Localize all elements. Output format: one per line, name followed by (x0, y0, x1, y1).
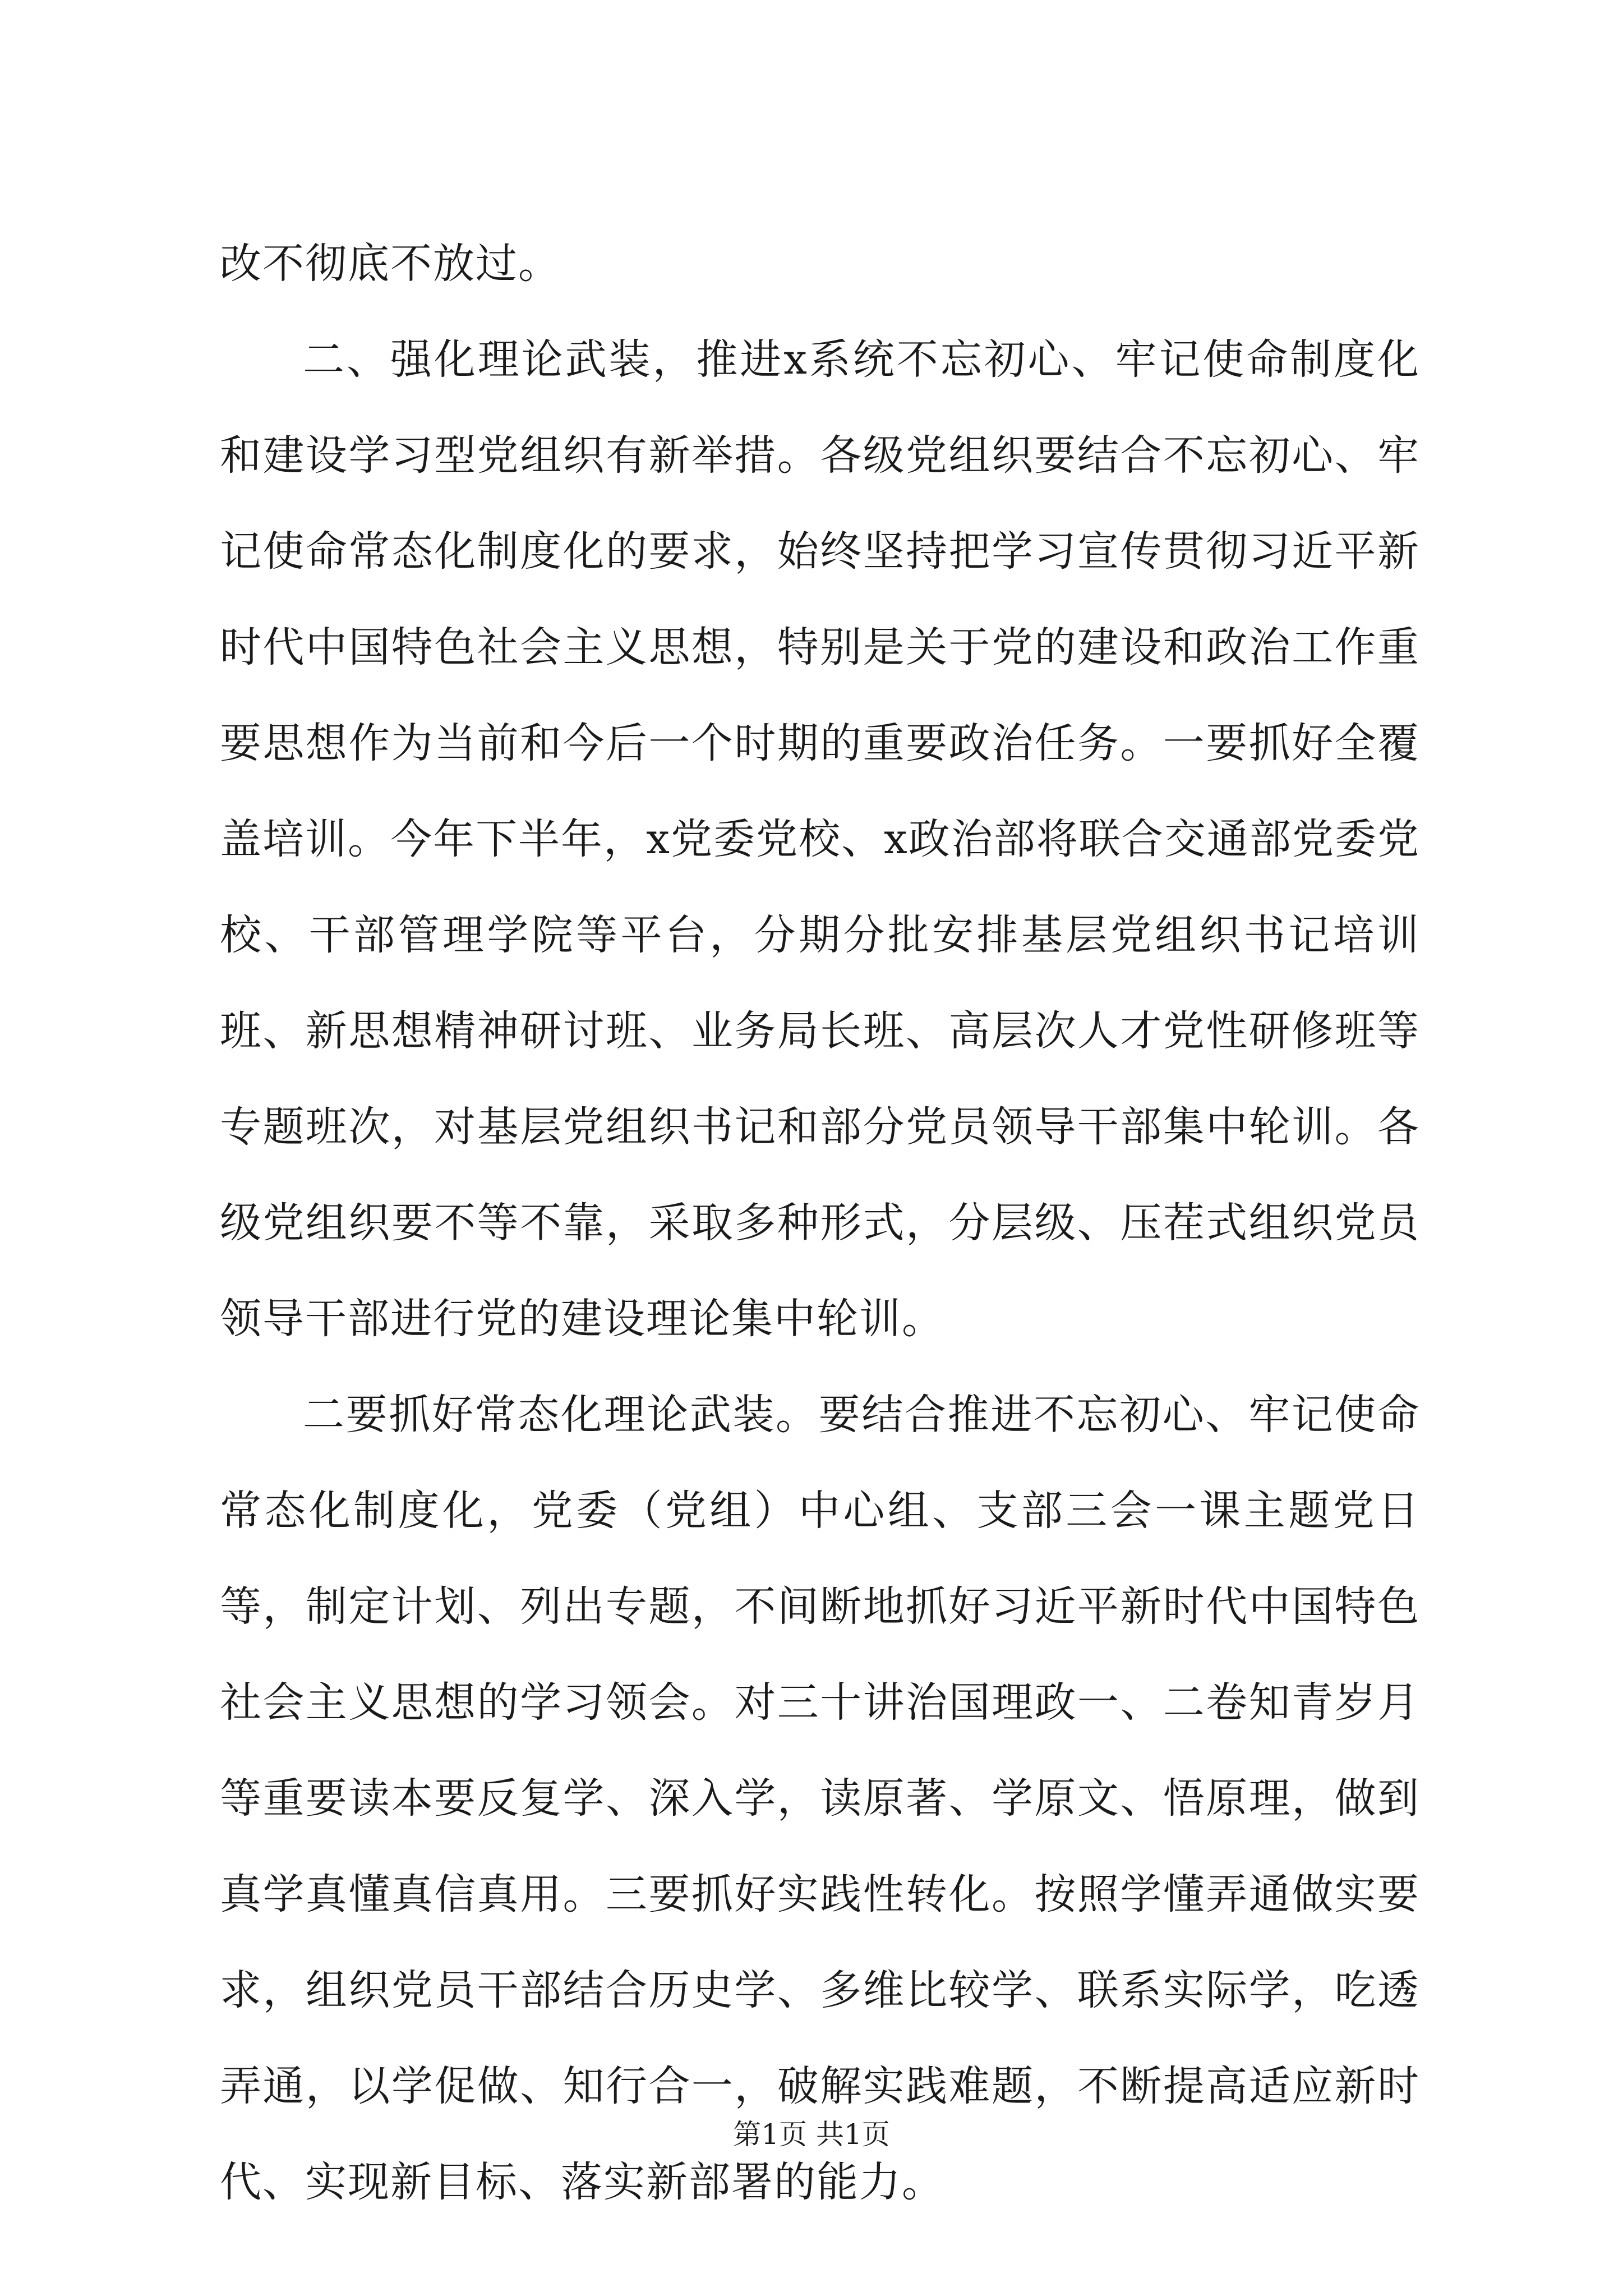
paragraph-regular-study: 二要抓好常态化理论武装。要结合推进不忘初心、牢记使命常态化制度化，党委（党组）中心组、支部三会一课主题党日等，制定计划、列出专题，不间断地抓好习近平新时代中国特色社会主义思想的学习领会。对三十讲治国理政一、二卷知青岁月等重要读本要反复学、深入学，读原著、学原文、悟原理，做到真学真懂真信真用。三要抓好实践性转化。按照学懂弄通做实要求，组织党员干部结合历史学、多维比较学、联系实际学，吃透弄通，以学促做、知行合一，破解实践难题，不断提高适应新时代、实现新目标、落实新部署的能力。 (220, 1391, 1420, 2206)
paragraph-theory-armament: 二、强化理论武装，推进x系统不忘初心、牢记使命制度化和建设学习型党组织有新举措。各级党组织要结合不忘初心、牢记使命常态化制度化的要求，始终坚持把学习宣传贯彻习近平新时代中国特色社会主义思想，特别是关于党的建设和政治工作重要思想作为当前和今后一个时期的重要政治任务。一要抓好全覆盖培训。今年下半年，x党委党校、x政治部将联合交通部党委党校、干部管理学院等平台，分期分批安排基层党组织书记培训班、新思想精神研讨班、业务局长班、高层次人才党性研修班等专题班次，对基层党组织书记和部分党员领导干部集中轮训。各级党组织要不等不靠，采取多种形式，分层级、压茬式组织党员领导干部进行党的建设理论集中轮训。 (220, 335, 1420, 1343)
paragraph-continuation: 改不彻底不放过。 (220, 240, 561, 288)
document-body (220, 216, 1420, 2230)
page-footer: 第1页 共1页 (733, 2118, 890, 2151)
